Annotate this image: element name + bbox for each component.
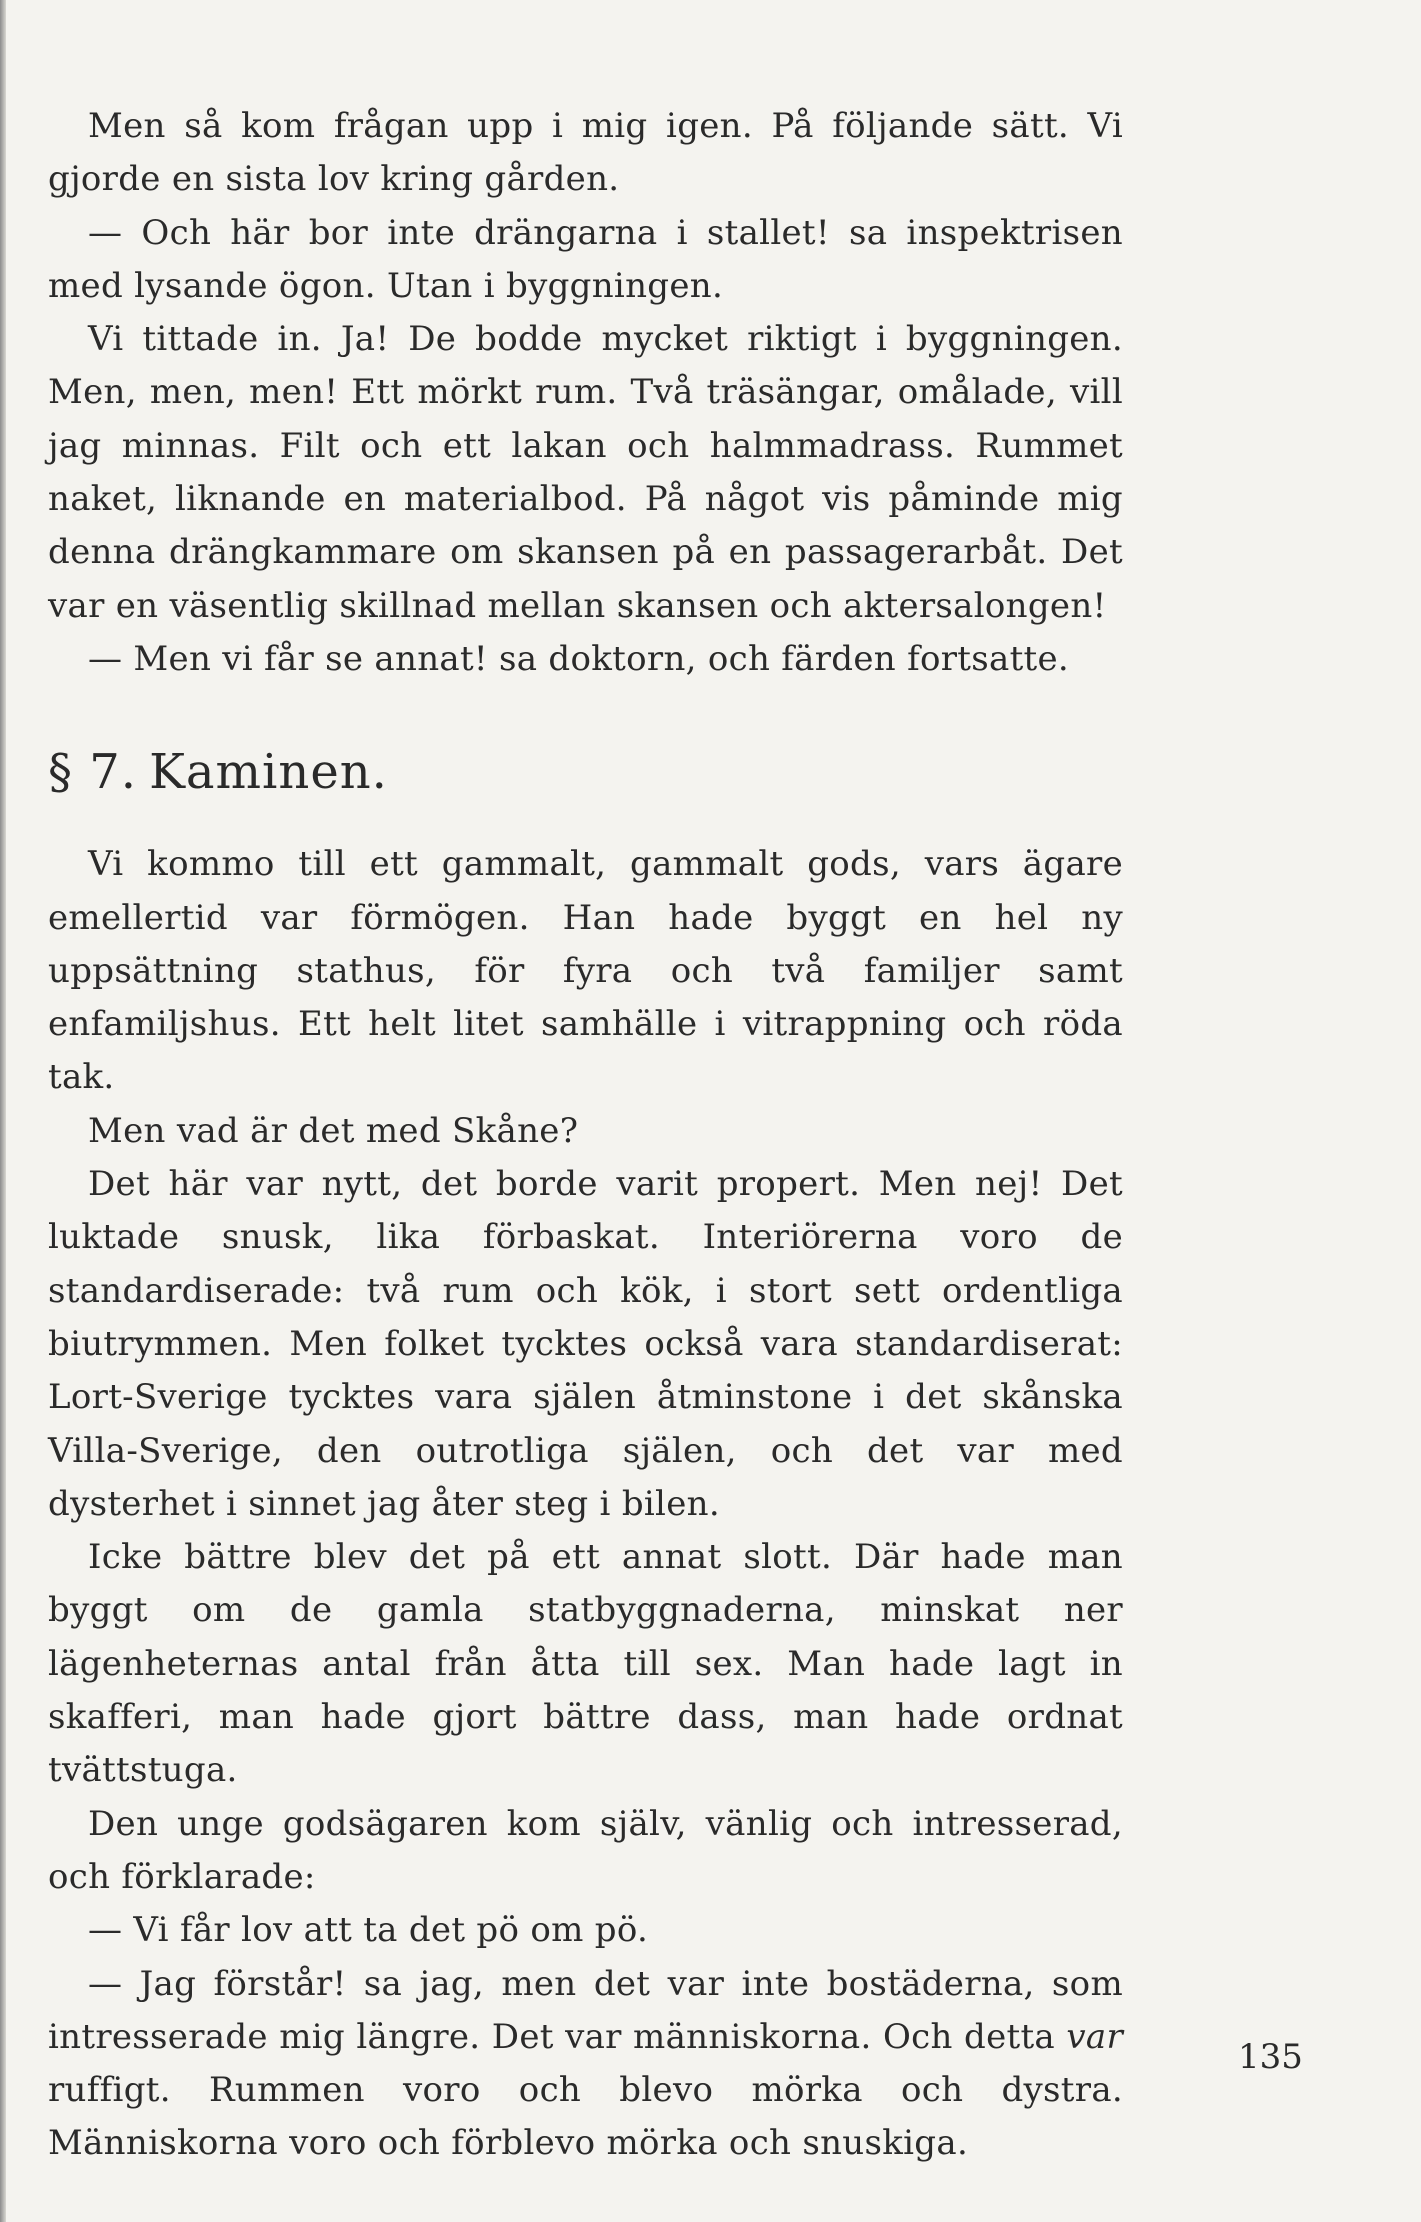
paragraph: Men vad är det med Skåne? (88, 1110, 579, 1151)
paragraph: — Vi får lov att ta det pö om pö. (88, 1910, 649, 1951)
paragraph: Vi tittade in. Ja! De bodde mycket riktigt i byggningen. Men, men, men! Ett mörkt rum. Två träsängar, omålade, vill jag minnas. Filt och ett lakan och halmmadrass. Rummet naket, liknande en materialbod. På något vis påminde mig denna drängkammare om skansen på en passagerarbåt. Det var en väsentlig skillnad mellan skansen och aktersalongen! (48, 319, 1123, 626)
section-heading (48, 742, 1123, 802)
text-run: ruffigt. Rummen voro och blevo mörka och dystra. Människorna voro och förblevo mörka och snuskiga. (48, 2070, 1123, 2164)
paragraph: Det här var nytt, det borde varit propert. Men nej! Det luktade snusk, lika förbaskat. Interiörerna voro de standardiserade: två rum och kök, i stort sett ordentliga biutrymmen. Men folket tycktes också vara standardiserat: Lort-Sverige tycktes vara själen åtminstone i det skånska Villa-Sverige, den outrotliga själen, och det var med dysterhet i sinnet jag åter steg i bilen. (48, 1164, 1123, 1524)
body-text (48, 100, 1123, 2171)
page-edge-shadow (0, 0, 6, 2222)
paragraph: Vi kommo till ett gammalt, gammalt gods, vars ägare emellertid var förmögen. Han hade byggt en hel ny uppsättning stathus, för fyra och två familjer samt enfamiljshus. Ett helt litet samhälle i vitrappning och röda tak. (48, 844, 1123, 1098)
paragraph-last (48, 1958, 1123, 2171)
paragraph: — Men vi får se annat! sa doktorn, och färden fortsatte. (88, 638, 1070, 679)
page-number: 135 (1238, 2037, 1303, 2077)
paragraph: Icke bättre blev det på ett annat slott. Där hade man byggt om de gamla statbyggnaderna, minskat ner lägenheternas antal från åtta till sex. Man hade lagt in skafferi, man hade gjort bättre dass, man hade ordnat tvättstuga. (48, 1537, 1123, 1791)
emphasis-word: var (1066, 2016, 1123, 2057)
text-run: — Jag förstår! sa jag, men det var inte bostäderna, som intresserade mig längre. Det var människorna. Och detta (48, 1963, 1123, 2057)
section-title: Kaminen. (149, 744, 388, 801)
section-number: § 7. (48, 744, 138, 801)
paragraph: Men så kom frågan upp i mig igen. På följande sätt. Vi gjorde en sista lov kring gården. (48, 106, 1123, 200)
paragraph: — Och här bor inte drängarna i stallet! sa inspektrisen med lysande ögon. Utan i byggningen. (48, 212, 1123, 306)
paragraph: Den unge godsägaren kom själv, vänlig och intresserad, och förklarade: (48, 1803, 1123, 1897)
